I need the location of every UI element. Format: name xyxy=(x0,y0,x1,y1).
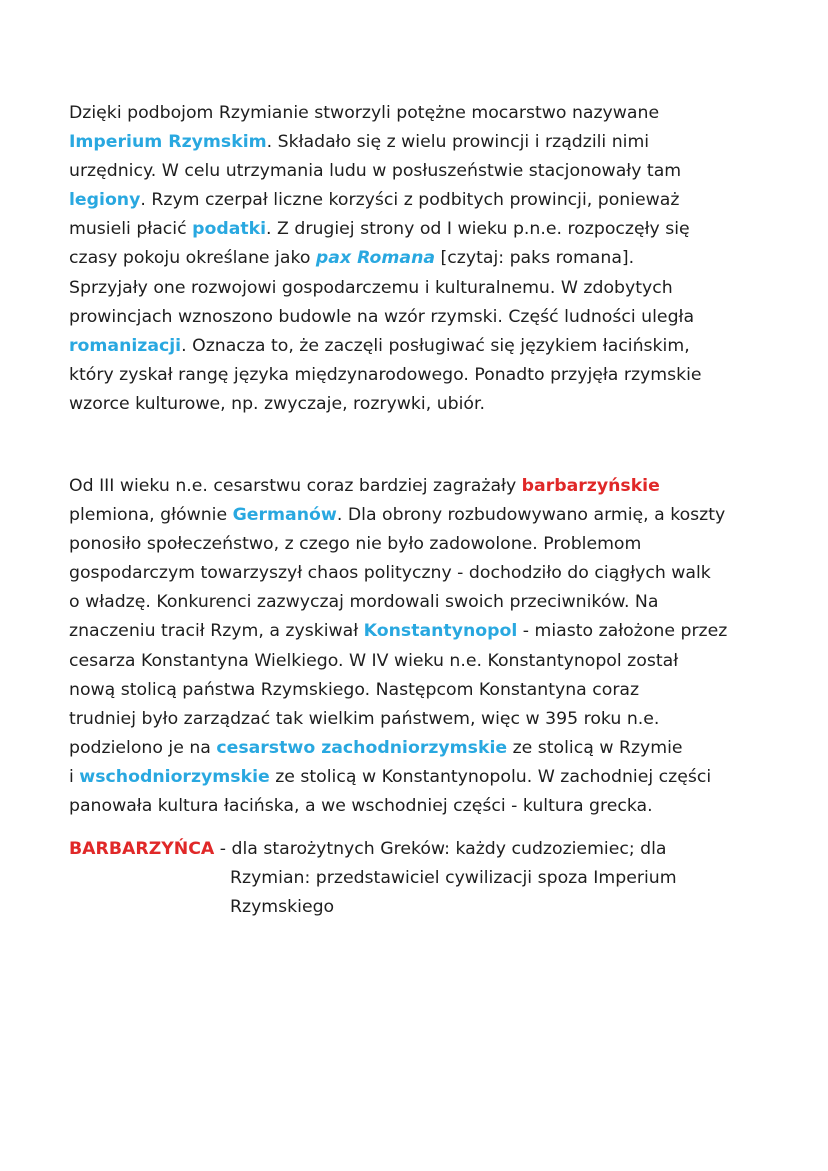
text-line xyxy=(69,588,769,617)
keyword-cesarstwo-zachodniorzymskie: cesarstwo zachodniorzymskie xyxy=(216,737,508,758)
text-span: cesarza Konstantyna Wielkiego. W IV wieku n.e. Konstantynopol został xyxy=(69,650,679,671)
definition-line: Rzymian: przedstawiciel cywilizacji spoza Imperium xyxy=(230,868,677,889)
text-line xyxy=(69,390,769,419)
text-span: o władzę. Konkurenci zazwyczaj mordowali swoich przeciwników. Na xyxy=(69,592,659,613)
paragraph-roman-empire xyxy=(69,99,769,419)
text-span: panowała kultura łacińska, a we wschodniej części - kultura grecka. xyxy=(69,796,653,817)
text-span: który zyskał rangę języka międzynarodowego. Ponadto przyjęła rzymskie xyxy=(69,364,702,385)
text-span: Sprzyjały one rozwojowi gospodarczemu i kulturalnemu. W zdobytych xyxy=(69,277,673,298)
text-span: podzielono je na xyxy=(69,737,217,758)
text-span: [czytaj: paks romana]. xyxy=(435,248,635,269)
text-line xyxy=(69,215,769,244)
text-line xyxy=(69,128,769,157)
text-span: . Dla obrony rozbudowywano armię, a koszty xyxy=(336,505,726,526)
text-line xyxy=(69,332,769,361)
text-line xyxy=(69,734,769,763)
text-line xyxy=(69,559,769,588)
text-span: musieli płacić xyxy=(69,219,193,240)
text-span: ze stolicą w Rzymie xyxy=(507,737,683,758)
text-span: . Rzym czerpał liczne korzyści z podbitych prowincji, ponieważ xyxy=(140,190,680,211)
text-line xyxy=(69,763,769,792)
text-span: wzorce kulturowe, np. zwyczaje, rozrywki, ubiór. xyxy=(69,393,485,414)
text-line xyxy=(69,274,769,303)
keyword-podatki: podatki xyxy=(192,219,267,240)
keyword-pax-romana: pax Romana xyxy=(315,248,436,269)
text-line xyxy=(69,676,769,705)
paragraph-fall-of-rome xyxy=(69,472,769,821)
text-span: gospodarczym towarzyszył chaos polityczny - dochodziło do ciągłych walk xyxy=(69,563,711,584)
text-line xyxy=(69,617,769,646)
text-span: i xyxy=(69,766,80,787)
text-line xyxy=(69,705,769,734)
text-line xyxy=(69,186,769,215)
text-line xyxy=(69,361,769,390)
text-line xyxy=(69,99,769,128)
keyword-germanow: Germanów xyxy=(232,505,337,526)
text-span: . Oznacza to, że zaczęli posługiwać się językiem łacińskim, xyxy=(181,335,690,356)
keyword-romanizacja: romanizacji xyxy=(69,335,182,356)
text-span: trudniej było zarządzać tak wielkim państwem, więc w 395 roku n.e. xyxy=(69,708,660,729)
text-span: plemiona, głównie xyxy=(69,505,233,526)
text-line xyxy=(69,501,769,530)
text-span: nową stolicą państwa Rzymskiego. Następcom Konstantyna coraz xyxy=(69,679,640,700)
text-line xyxy=(69,244,769,273)
text-span: . Składało się z wielu prowincji i rządzili nimi xyxy=(266,132,650,153)
text-span: czasy pokoju określane jako xyxy=(69,248,316,269)
text-span: urzędnicy. W celu utrzymania ludu w posłuszeństwie stacjonowały tam xyxy=(69,161,682,182)
text-span: znaczeniu tracił Rzym, a zyskiwał xyxy=(69,621,364,642)
text-span: Dzięki podbojom Rzymianie stworzyli potężne mocarstwo nazywane xyxy=(69,103,660,123)
text-span: prowincjach wznoszono budowle na wzór rzymski. Część ludności uległa xyxy=(69,306,695,327)
definition-term: BARBARZYŃCA xyxy=(69,839,215,859)
keyword-legiony: legiony xyxy=(69,190,141,211)
text-span: ponosiło społeczeństwo, z czego nie było zadowolone. Problemom xyxy=(69,534,642,555)
keyword-konstantynopol: Konstantynopol xyxy=(363,621,518,642)
definition-text: - dla starożytnych Greków: każdy cudzoziemiec; dla xyxy=(214,839,667,859)
text-line xyxy=(69,530,769,559)
definition-line: Rzymskiego xyxy=(230,897,335,918)
definition-barbarzynca xyxy=(69,835,769,922)
text-span: - miasto założone przez xyxy=(517,621,728,642)
text-span: . Z drugiej strony od I wieku p.n.e. rozpoczęły się xyxy=(266,219,690,240)
keyword-barbarzynskie: barbarzyńskie xyxy=(521,476,660,496)
text-line xyxy=(69,303,769,332)
text-span: ze stolicą w Konstantynopolu. W zachodniej części xyxy=(269,766,712,787)
text-line xyxy=(69,647,769,676)
definition-line xyxy=(69,835,769,864)
text-line xyxy=(69,157,769,186)
keyword-wschodniorzymskie: wschodniorzymskie xyxy=(79,766,270,787)
text-line xyxy=(69,792,769,821)
text-line xyxy=(69,472,769,501)
keyword-imperium-rzymskie: Imperium Rzymskim xyxy=(69,132,267,153)
text-span: Od III wieku n.e. cesarstwu coraz bardziej zagrażały xyxy=(69,476,522,496)
